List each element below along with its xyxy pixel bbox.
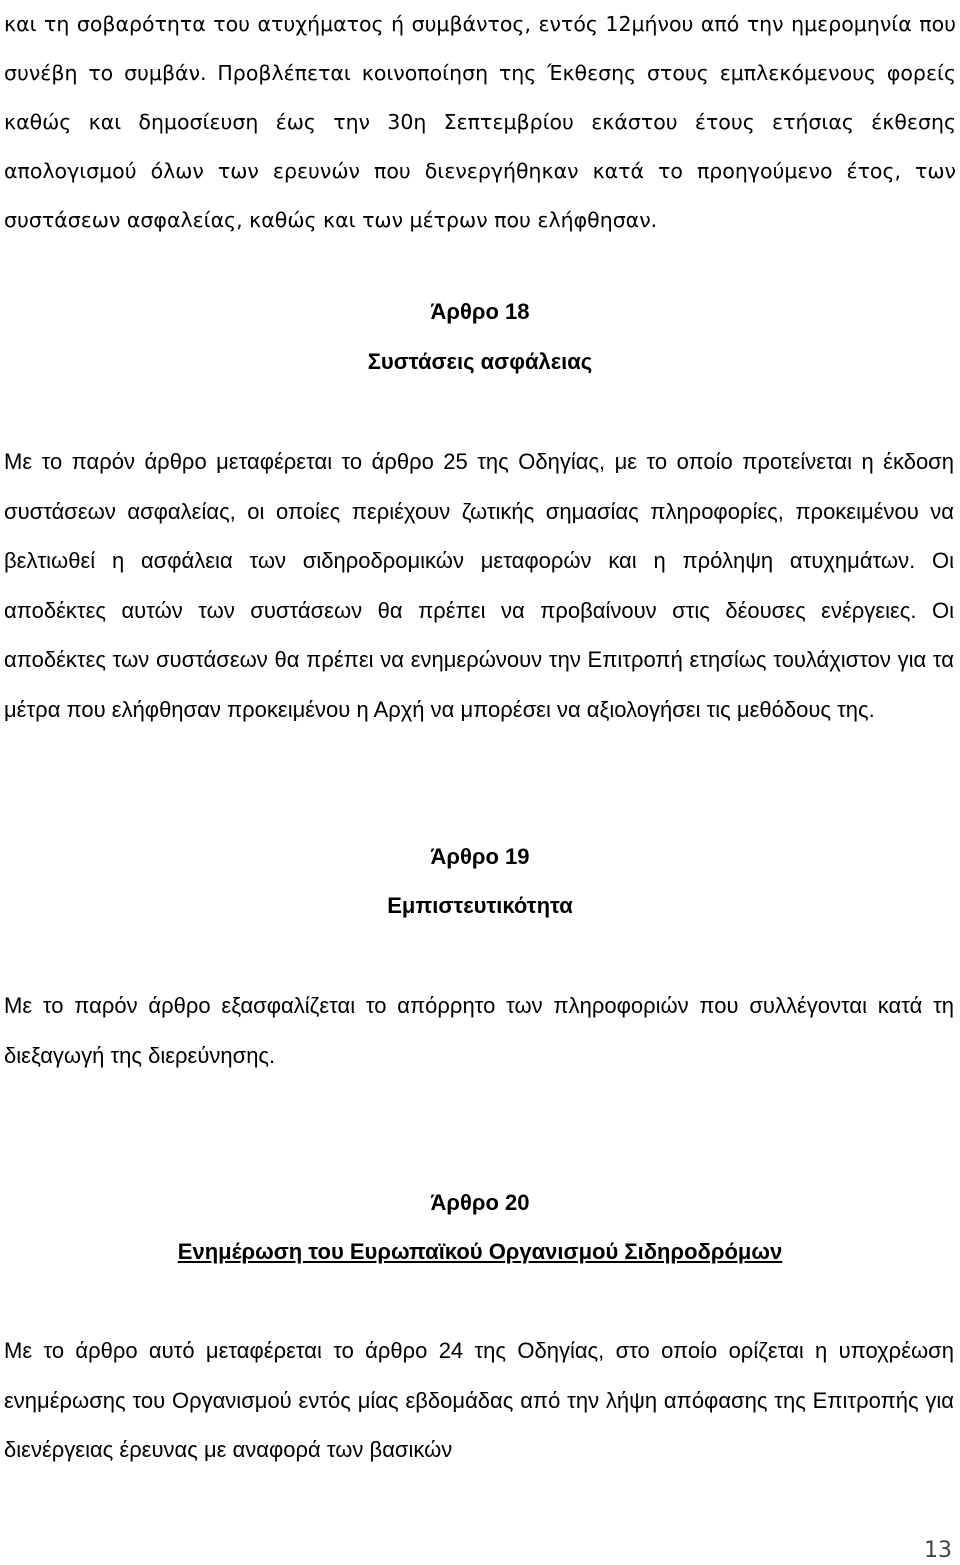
article-20-body: Με το άρθρο αυτό μεταφέρεται το άρθρο 24 της Οδηγίας, στο οποίο ορίζεται η υποχρέωση ενημέρωσης του Οργανισμού εντός μίας εβδομάδας από την λήψη απόφασης της Επιτροπής για διενέργειας έρευνας με αναφορά των βασικών <box>4 1338 954 1463</box>
article-19-title: Εμπιστευτικότητα <box>387 893 573 918</box>
article-18-body: Με το παρόν άρθρο μεταφέρεται το άρθρο 25 της Οδηγίας, με το οποίο προτείνεται η έκδοση συστάσεων ασφαλείας, οι οποίες περιέχουν ζωτικής σημασίας πληροφορίες, προκειμένου να βελτιωθεί η ασφάλεια των σιδηροδρομικών μεταφορών και η πρόληψη ατυχημάτων. Οι αποδέκτες αυτών των συστάσεων θα πρέπει να προβαίνουν στις δέουσες ενέργειες. Οι αποδέκτες των συστάσεων θα πρέπει να ενημερώνουν την Επιτροπή ετησίως τουλάχιστον για τα μέτρα που ελήφθησαν προκειμένου η Αρχή να μπορέσει να αξιολογήσει τις μεθόδους της. <box>4 449 954 722</box>
page-number: 13 <box>924 1538 952 1563</box>
article-19-number: Άρθρο 19 <box>430 844 530 869</box>
article-20-number: Άρθρο 20 <box>430 1190 530 1215</box>
article-20-title: Ενημέρωση του Ευρωπαϊκού Οργανισμού Σιδηροδρόμων <box>177 1239 783 1264</box>
article-19-body: Με το παρόν άρθρο εξασφαλίζεται το απόρρητο των πληροφοριών που συλλέγονται κατά τη διεξαγωγή της διερεύνησης. <box>4 993 954 1068</box>
intro-paragraph: και τη σοβαρότητα του ατυχήματος ή συμβάντος, εντός 12μήνου από την ημερομηνία που συνέβη το συμβάν. Προβλέπεται κοινοποίηση της Έκθεσης στους εμπλεκόμενους φορείς καθώς και δημοσίευση έως την 30η Σεπτεμβρίου εκάστου έτους ετήσιας έκθεσης απολογισμού όλων των ερευνών που διενεργήθηκαν κατά το προηγούμενο έτος, των συστάσεων ασφαλείας, καθώς και των μέτρων που ελήφθησαν. <box>4 12 956 232</box>
article-18-number: Άρθρο 18 <box>430 299 530 324</box>
article-18-title: Συστάσεις ασφάλειας <box>367 349 593 374</box>
